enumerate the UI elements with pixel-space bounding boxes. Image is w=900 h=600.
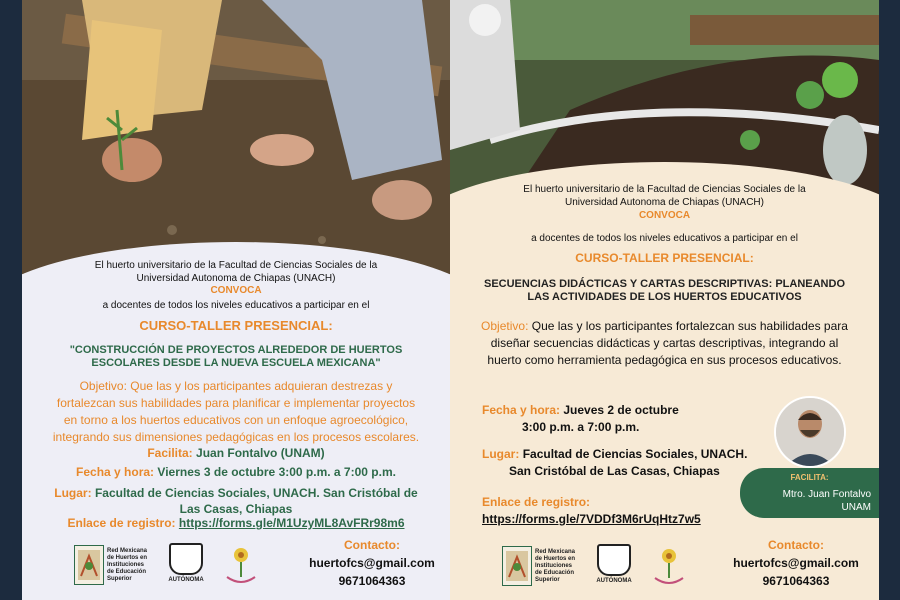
right-objective [450,318,879,369]
unach-shield-icon [169,543,203,575]
left-date-value: Viernes 3 de octubre 3:00 p.m. a 7:00 p.m. [157,465,396,479]
facilitator-photo-icon [776,398,844,466]
left-logos [74,543,261,587]
left-facilita [22,446,450,460]
left-objective-label: Objetivo: [79,379,127,393]
right-facilita-name2: UNAM [841,502,871,513]
left-objective-line3: en torno a los huertos educativos con un enfoque agroecológico, [63,413,409,427]
left-link-label: Enlace de registro: [67,516,176,530]
left-invite: a docentes de todos los niveles educativos a participar en el [102,300,370,311]
right-facilita-label: FACILITA: [790,473,829,482]
red-mexicana-icon [74,545,104,585]
right-date-line1: Jueves 2 de octubre [563,403,679,417]
right-red-mexicana-logo [502,546,579,586]
left-contact-phone: 9671064363 [338,574,406,588]
left-objective [22,378,450,446]
left-place-line2: Las Casas, Chiapas [179,502,293,516]
left-place-label: Lugar: [54,486,92,500]
right-facilitator-avatar [774,396,846,468]
left-huerto-flower-logo [221,543,261,587]
left-place [22,485,450,517]
left-date-label: Fecha y hora: [76,465,155,479]
left-unach-logo [161,543,211,587]
right-text-panel [450,162,879,600]
unach-label: AUTÓNOMA [596,578,632,584]
right-objective-line3: huerto como herramienta pedagógica en sus procesos educativos. [487,353,842,367]
right-date-label: Fecha y hora: [482,403,561,417]
right-unach-logo [589,544,639,588]
right-course-type: CURSO-TALLER PRESENCIAL: [575,251,754,265]
right-objective-line1: Que las y los participantes fortalezcan sus habilidades para [531,319,848,333]
left-contact-email[interactable]: huertofcs@gmail.com [309,556,435,570]
right-place [482,446,747,480]
right-logos [502,544,689,588]
right-facilita-name1: Mtro. Juan Fontalvo [782,489,871,500]
right-facilitator-banner [740,468,879,518]
right-place-line1: Facultad de Ciencias Sociales, UNACH. [522,447,748,461]
left-intro-line1: El huerto universitario de la Facultad de Ciencias Sociales de la [94,260,378,271]
right-contact [726,538,866,588]
left-intro-line2: Universidad Autonoma de Chiapas (UNACH) [136,273,336,284]
right-invite: a docentes de todos los niveles educativos a participar en el [531,233,798,244]
left-objective-line1: Que las y los participantes adquieran destrezas y [130,379,393,393]
left-red-mexicana-logo [74,545,151,585]
right-registration-link[interactable]: https://forms.gle/7VDDf3M6rUqHtz7w5 [482,512,701,526]
left-convoca: CONVOCA [210,285,262,296]
left-contact-label: Contacto: [344,538,400,552]
left-place-line1: Facultad de Ciencias Sociales, UNACH. San Cristóbal de [94,486,418,500]
right-convoca: CONVOCA [638,210,691,221]
right-place-line2: San Cristóbal de Las Casas, Chiapas [509,464,720,478]
left-title-line1: "CONSTRUCCIÓN DE PROYECTOS ALREDEDOR DE HUERTOS [69,344,403,356]
left-date [22,465,450,479]
right-contact-label: Contacto: [768,538,824,552]
right-link [482,494,701,528]
right-title-line1: SECUENCIAS DIDÁCTICAS Y CARTAS DESCRIPTIVAS: PLANEANDO [484,278,845,290]
right-date-line2: 3:00 p.m. a 7:00 p.m. [522,420,640,434]
left-poster [22,0,450,600]
left-link [22,516,450,530]
right-title-line2: LAS ACTIVIDADES DE LOS HUERTOS EDUCATIVOS [527,291,802,303]
left-contact [302,538,442,588]
right-intro-line2: Universidad Autonoma de Chiapas (UNACH) [565,197,764,208]
right-poster [450,0,879,600]
right-huerto-flower-logo [649,544,689,588]
red-mexicana-text: Red Mexicana de Huertos en Instituciones de Educación Superior [107,547,148,582]
left-objective-line2: fortalezcan sus habilidades para planificar e implementar proyectos [56,396,416,410]
unach-label: AUTÓNOMA [168,577,204,583]
left-registration-link[interactable]: https://forms.gle/M1UzyML8AvFRr98m6 [178,516,405,530]
red-mexicana-text: Red Mexicana de Huertos en Instituciones de Educación Superior [535,548,576,583]
right-date [482,402,679,436]
right-contact-phone: 9671064363 [762,574,830,588]
left-objective-line4: integrando sus dimensiones pedagógicas en los procesos escolares. [52,430,420,444]
left-facilita-value: Juan Fontalvo (UNAM) [196,446,325,460]
right-contact-email[interactable]: huertofcs@gmail.com [733,556,859,570]
right-intro-line1: El huerto universitario de la Facultad de Ciencias Sociales de la [523,184,806,195]
right-link-label: Enlace de registro: [482,495,591,509]
left-title-line2: ESCOLARES DESDE LA NUEVA ESCUELA MEXICANA" [91,357,381,369]
right-facilita-names [740,488,871,514]
right-objective-label: Objetivo: [481,319,529,333]
right-place-label: Lugar: [482,447,520,461]
left-course-type: CURSO-TALLER PRESENCIAL: [139,318,333,333]
left-facilita-label: Facilita: [147,446,193,460]
red-mexicana-icon [502,546,532,586]
unach-shield-icon [597,544,631,576]
right-objective-line2: diseñar secuencias didácticas y cartas descriptivas, integrando al [490,336,839,350]
